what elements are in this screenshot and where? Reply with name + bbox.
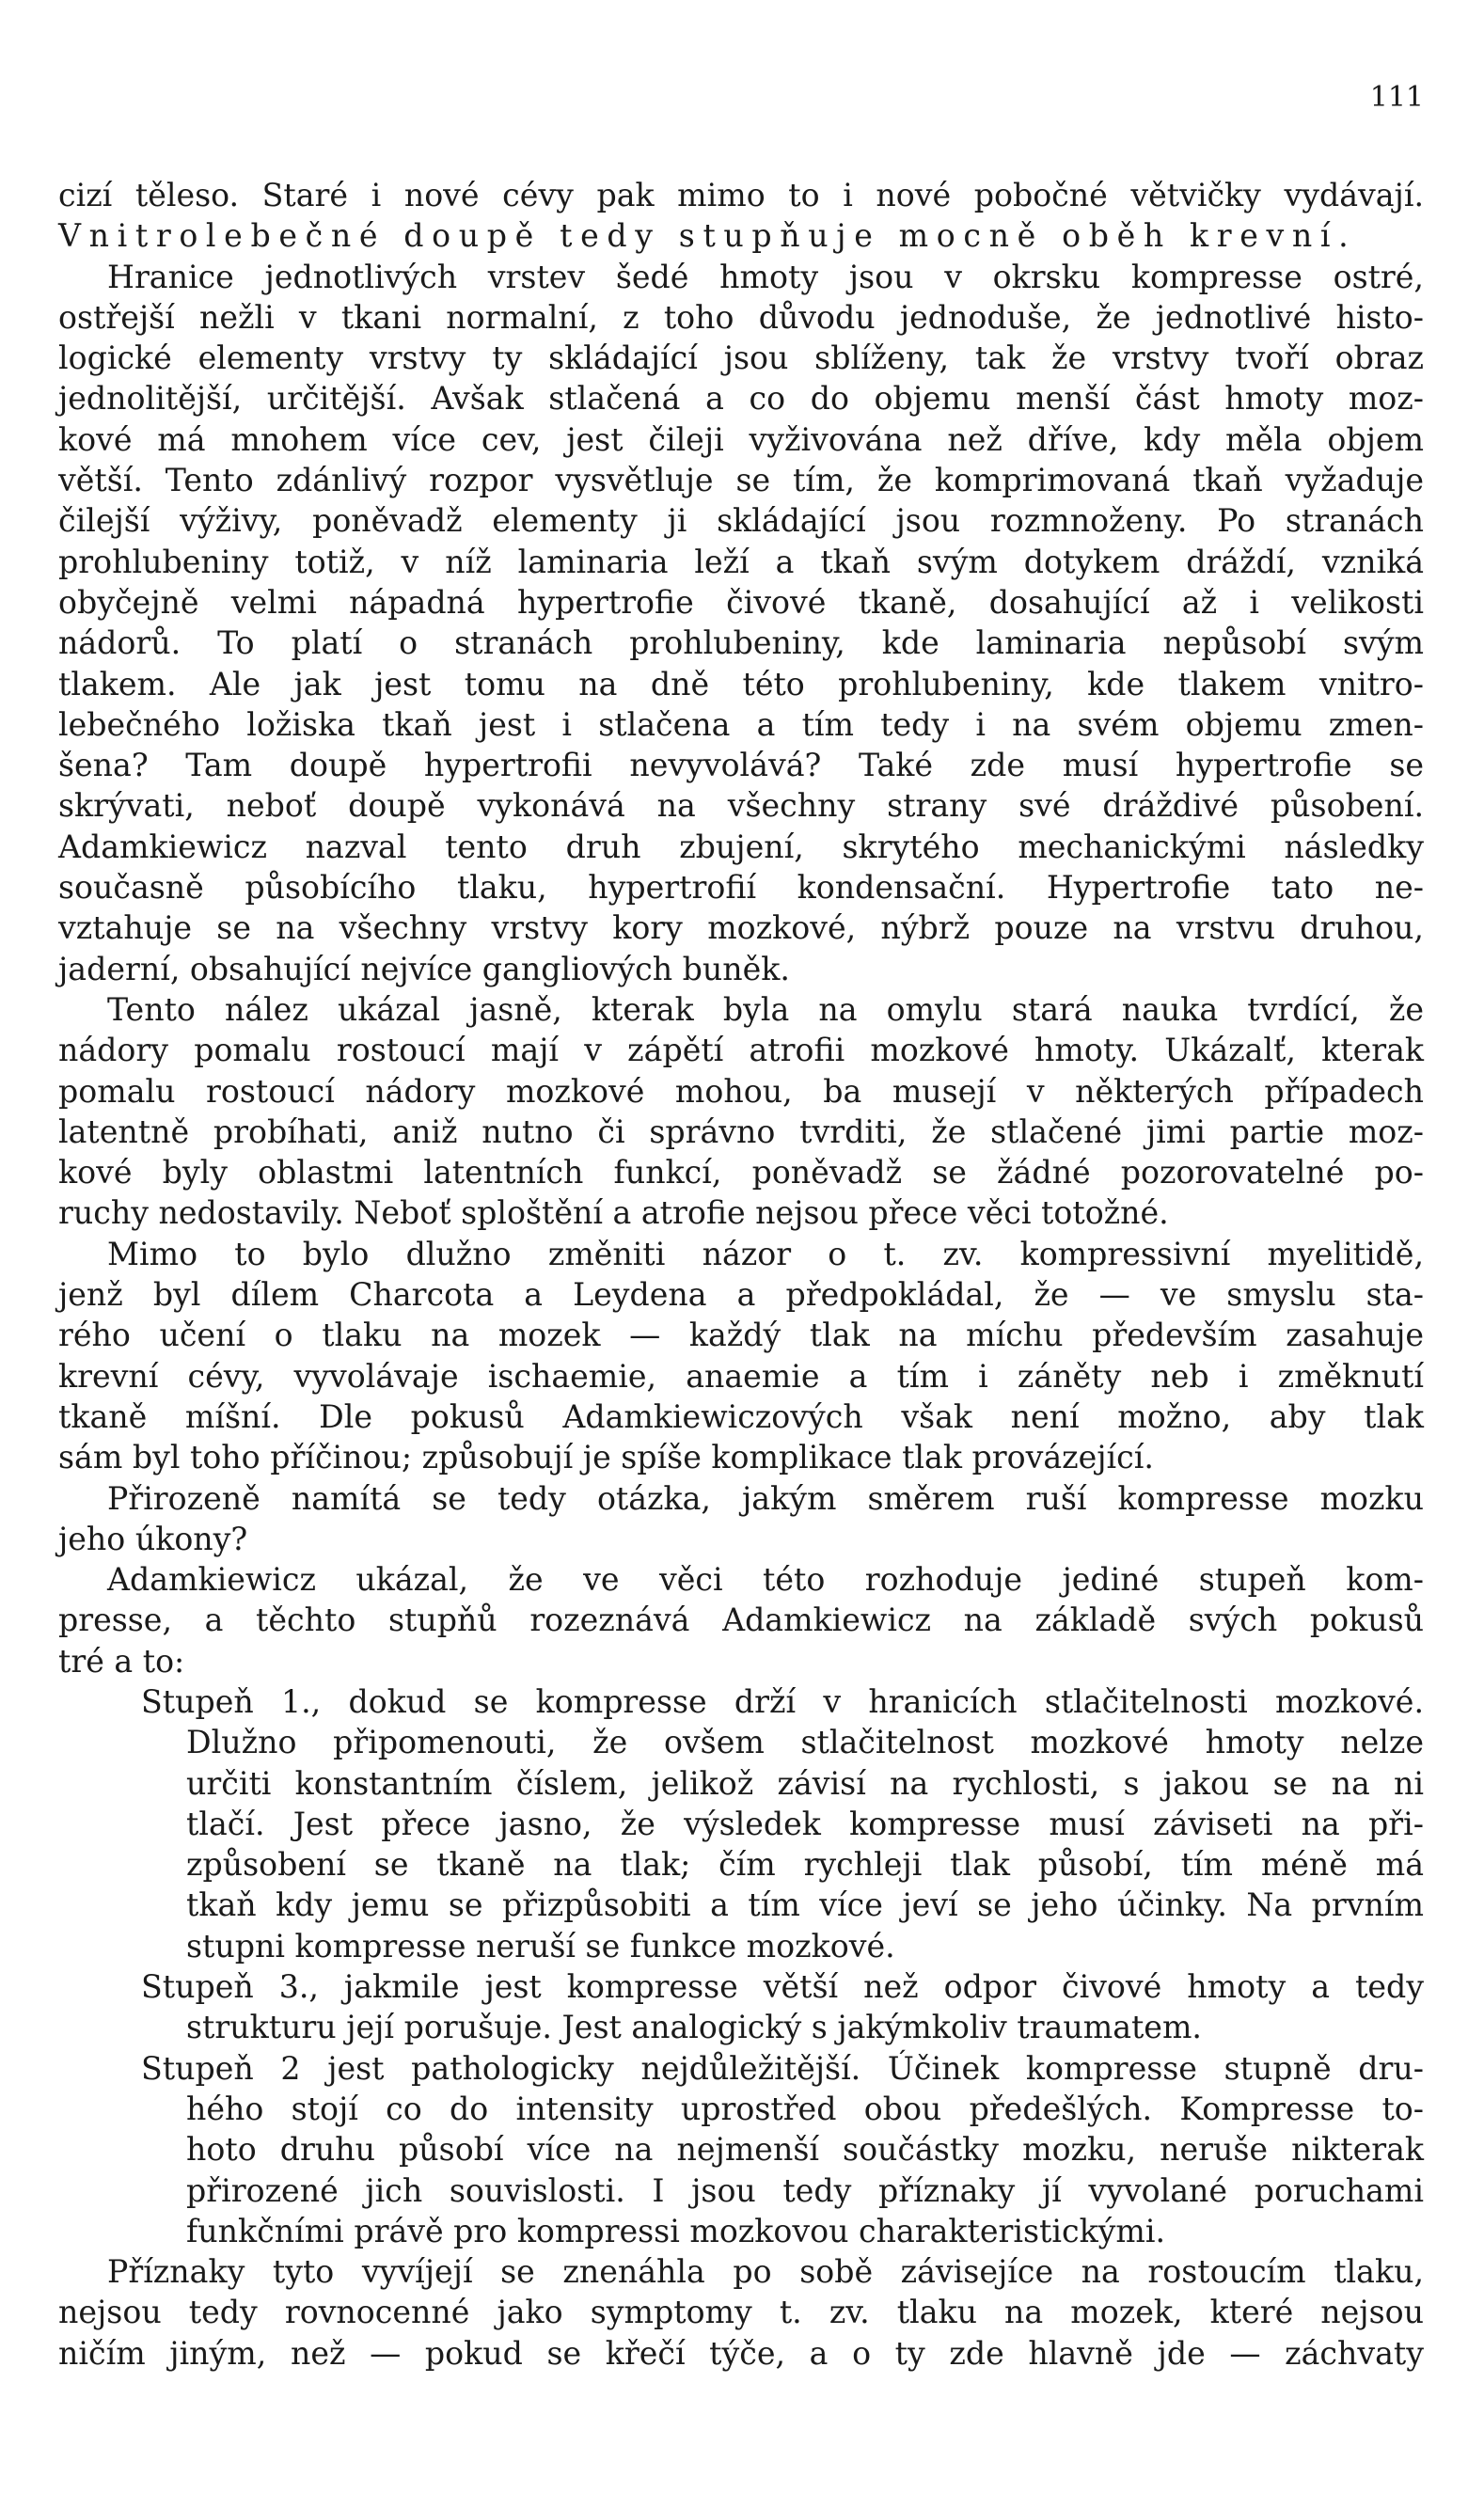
text-line: Adamkiewicz ukázal, že ve věci této rozhoduje jediné stupeň kom- [107, 1561, 1424, 1599]
text-line: ruchy nedostavily. Neboť sploštění a atrofie nejsou přece věci totožné. [58, 1194, 1169, 1232]
list-item: Stupeň 2 jest pathologicky nejdůležitější. Účinek kompresse stupně dru- [141, 2049, 1424, 2087]
text-line: jaderní, obsahující nejvíce gangliových buněk. [58, 950, 790, 987]
text-line: současně působícího tlaku, hypertrofií kondensační. Hypertrofie tato ne- [58, 869, 1424, 907]
text-line: způsobení se tkaně na tlak; čím rychleji tlak působí, tím méně má [186, 1846, 1424, 1884]
text-line: lebečného ložiska tkaň jest i stlačena a tím tedy i na svém objemu zmen- [58, 705, 1424, 743]
text-line: stupni kompresse neruší se funkce mozkové. [186, 1927, 895, 1965]
text-line: jeho úkony? [58, 1520, 248, 1557]
text-line: jenž byl dílem Charcota a Leydena a předpokládal, že — ve smyslu sta- [58, 1276, 1424, 1314]
text-line: tré a to: [58, 1642, 185, 1680]
text-line: hoto druhu působí více na nejmenší součástky mozku, neruše nikterak [186, 2131, 1424, 2169]
list-item: Stupeň 3., jakmile jest kompresse větší než odpor čivové hmoty a tedy [141, 1968, 1424, 2006]
text-line: Adamkiewicz nazval tento druh zbujení, skrytého mechanickými následky [58, 828, 1424, 865]
text-line: Dlužno připomenouti, že ovšem stlačitelnost mozkové hmoty nelze [186, 1724, 1424, 1761]
text-line: krevní cévy, vyvolávaje ischaemie, anaemie a tím i záněty neb i změknutí [58, 1357, 1424, 1395]
text-line: nejsou tedy rovnocenné jako symptomy t. zv. tlaku na mozek, které nejsou [58, 2294, 1424, 2331]
text-line: Příznaky tyto vyvíjejí se znenáhla po sobě závisejíce na rostoucím tlaku, [107, 2253, 1424, 2291]
text-line: nádory pomalu rostoucí mají v zápětí atrofii mozkové hmoty. Ukázalť, kterak [58, 1032, 1424, 1069]
text-line: prohlubeniny totiž, v níž laminaria leží a tkaň svým dotykem dráždí, vzniká [58, 543, 1424, 580]
text-line: čilejší výživy, poněvadž elementy ji skládající jsou rozmnoženy. Po stranách [58, 502, 1424, 540]
text-line: vztahuje se na všechny vrstvy kory mozkové, nýbrž pouze na vrstvu druhou, [58, 909, 1424, 947]
text-line: latentně probíhati, aniž nutno či správno tvrditi, že stlačené jimi partie moz- [58, 1112, 1424, 1150]
text-line: skrývati, neboť doupě vykonává na všechny strany své dráždivé působení. [58, 787, 1424, 825]
list-item: Stupeň 1., dokud se kompresse drží v hranicích stlačitelnosti mozkové. [141, 1682, 1424, 1720]
text-line: Hranice jednotlivých vrstev šedé hmoty jsou v okrsku kompresse ostré, [107, 258, 1424, 295]
text-line: hého stojí co do intensity uprostřed obou předešlých. Kompresse to- [186, 2090, 1424, 2127]
text-line: kové byly oblastmi latentních funkcí, poněvadž se žádné pozorovatelné po- [58, 1154, 1424, 1191]
page-number: 111 [1369, 81, 1424, 114]
text-line: sám byl toho příčinou; způsobují je spíše komplikace tlak provázející. [58, 1439, 1154, 1476]
text-line: tkaně míšní. Dle pokusů Adamkiewiczových však není možno, aby tlak [58, 1397, 1424, 1435]
text-line: Mimo to bylo dlužno změniti názor o t. zv. kompressivní myelitidě, [107, 1235, 1424, 1272]
text-line: určiti konstantním číslem, jelikož závisí na rychlosti, s jakou se na ni [186, 1764, 1424, 1802]
text-line: logické elementy vrstvy ty skládající jsou sblíženy, tak že vrstvy tvoří obraz [58, 339, 1424, 377]
text-line: pomalu rostoucí nádory mozkové mohou, ba musejí v některých případech [58, 1072, 1424, 1110]
text-line: ničím jiným, než — pokud se křečí týče, a o ty zde hlavně jde — záchvaty [58, 2334, 1424, 2372]
body-text [58, 175, 1424, 2374]
text-line: nádorů. To platí o stranách prohlubeniny, kde laminaria nepůsobí svým [58, 624, 1424, 662]
text-line: tkaň kdy jemu se přizpůsobiti a tím více jeví se jeho účinky. Na prvním [186, 1886, 1424, 1924]
text-line: Vnitrolebečné doupě tedy stupňuje mocně oběh krevní. [58, 217, 1357, 255]
text-line: Přirozeně namítá se tedy otázka, jakým směrem ruší kompresse mozku [107, 1479, 1424, 1517]
text-line: cizí těleso. Staré i nové cévy pak mimo to i nové pobočné větvičky vydávají. [58, 177, 1424, 213]
text-line: funkčními právě pro kompressi mozkovou charakteristickými. [186, 2212, 1166, 2249]
text-line: presse, a těchto stupňů rozeznává Adamkiewicz na základě svých pokusů [58, 1602, 1424, 1639]
text-line: ostřejší nežli v tkani normalní, z toho důvodu jednoduše, že jednotlivé histo- [58, 298, 1424, 336]
text-line: rého učení o tlaku na mozek — každý tlak na míchu především zasahuje [58, 1317, 1424, 1354]
text-line: kové má mnohem více cev, jest čileji vyživována než dříve, kdy měla objem [58, 420, 1424, 458]
text-line: obyčejně velmi nápadná hypertrofie čivové tkaně, dosahující až i velikosti [58, 583, 1424, 621]
text-line: větší. Tento zdánlivý rozpor vysvětluje se tím, že komprimovaná tkaň vyžaduje [58, 462, 1424, 499]
text-line: Tento nález ukázal jasně, kterak byla na omylu stará nauka tvrdící, že [107, 990, 1424, 1028]
text-line: jednolitější, určitější. Avšak stlačená a co do objemu menší část hmoty moz- [58, 380, 1424, 418]
text-line: tlakem. Ale jak jest tomu na dně této prohlubeniny, kde tlakem vnitro- [58, 665, 1424, 702]
text-line: šena? Tam doupě hypertrofii nevyvolává? Také zde musí hypertrofie se [58, 747, 1424, 784]
text-line: přirozené jich souvislosti. I jsou tedy příznaky jí vyvolané poruchami [186, 2171, 1424, 2209]
text-line: strukturu její porušuje. Jest analogický s jakýmkoliv traumatem. [186, 2009, 1202, 2046]
text-line: tlačí. Jest přece jasno, že výsledek kompresse musí záviseti na při- [186, 1805, 1424, 1842]
